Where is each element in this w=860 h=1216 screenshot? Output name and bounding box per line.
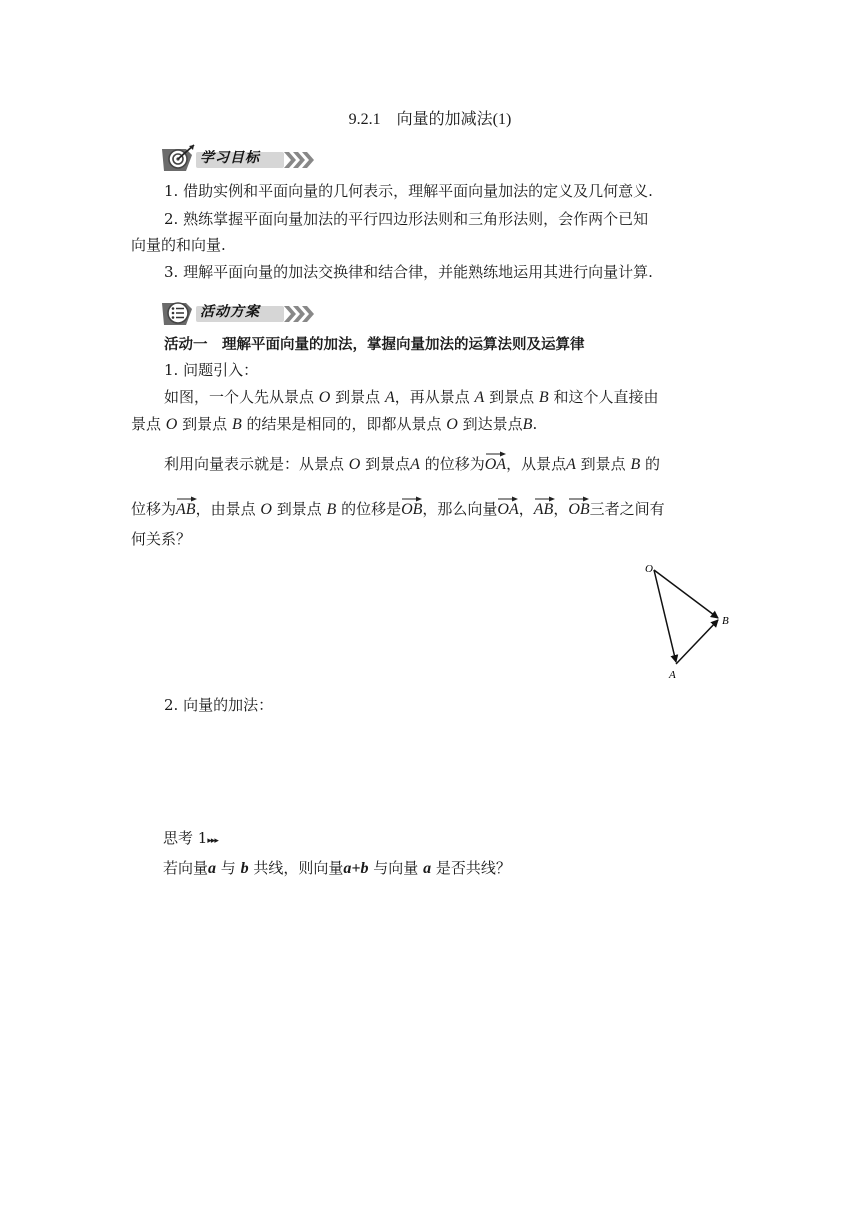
learning-objectives-label: 学习目标 [200, 150, 260, 166]
learning-objectives-banner [160, 143, 320, 173]
think-1-label: 思考 1▸▸▸ [163, 829, 218, 847]
triple-arrow-icon: ▸▸▸ [207, 836, 218, 846]
think-1-question: 若向量a 与 b 共线，则向量a+b 与向量 a 是否共线？ [163, 859, 511, 877]
activity-plan-label: 活动方案 [200, 304, 260, 320]
activity-1-heading: 活动一 理解平面向量的加法，掌握向量加法的运算法则及运算律 [164, 337, 585, 353]
item-1-heading: 1. 问题引入： [164, 361, 259, 379]
point-A-label: A [669, 669, 676, 681]
problem-paragraph-line-2: 景点 O 到景点 B 的结果是相同的，即都从景点 O 到达景点B. [131, 415, 538, 433]
vector-paragraph-line-1: 利用向量表示就是：从景点 O 到景点A 的位移为 OA，从景点A 到景点 B 的 [131, 450, 764, 479]
item-2-heading: 2. 向量的加法： [164, 696, 274, 714]
objective-2-continued: 向量的和向量. [131, 236, 226, 254]
point-B-label: B [722, 615, 729, 627]
triangle-figure [636, 558, 740, 684]
objective-3: 3. 理解平面向量的加法交换律和结合律，并能熟练地运用其进行向量计算. [164, 263, 653, 281]
objective-1: 1. 借助实例和平面向量的几何表示，理解平面向量加法的定义及几何意义. [164, 182, 653, 200]
objective-2: 2. 熟练掌握平面向量加法的平行四边形法则和三角形法则，会作两个已知 [164, 210, 649, 228]
activity-plan-banner [160, 297, 320, 327]
vector-OA-2: OA [497, 496, 518, 518]
vector-paragraph-line-2: 位移为 AB，由景点 O 到景点 B 的位移是 OB，那么向量 OA， AB， OB三者之间有 [131, 495, 731, 524]
vector-OB: OB [401, 496, 422, 518]
point-O-label: O [645, 563, 653, 575]
vector-AB: AB [176, 496, 196, 518]
problem-paragraph-line-1: 如图，一个人先从景点 O 到景点 A，再从景点 A 到景点 B 和这个人直接由 [164, 388, 659, 406]
page-title: 9.2.1 向量的加减法(1) [348, 111, 512, 128]
vector-AB-2: AB [534, 496, 554, 518]
vector-OB-2: OB [568, 496, 589, 518]
vector-paragraph-line-3: 何关系？ [131, 530, 192, 548]
vector-AB-line [676, 620, 718, 664]
vector-OA: OA [485, 451, 506, 473]
